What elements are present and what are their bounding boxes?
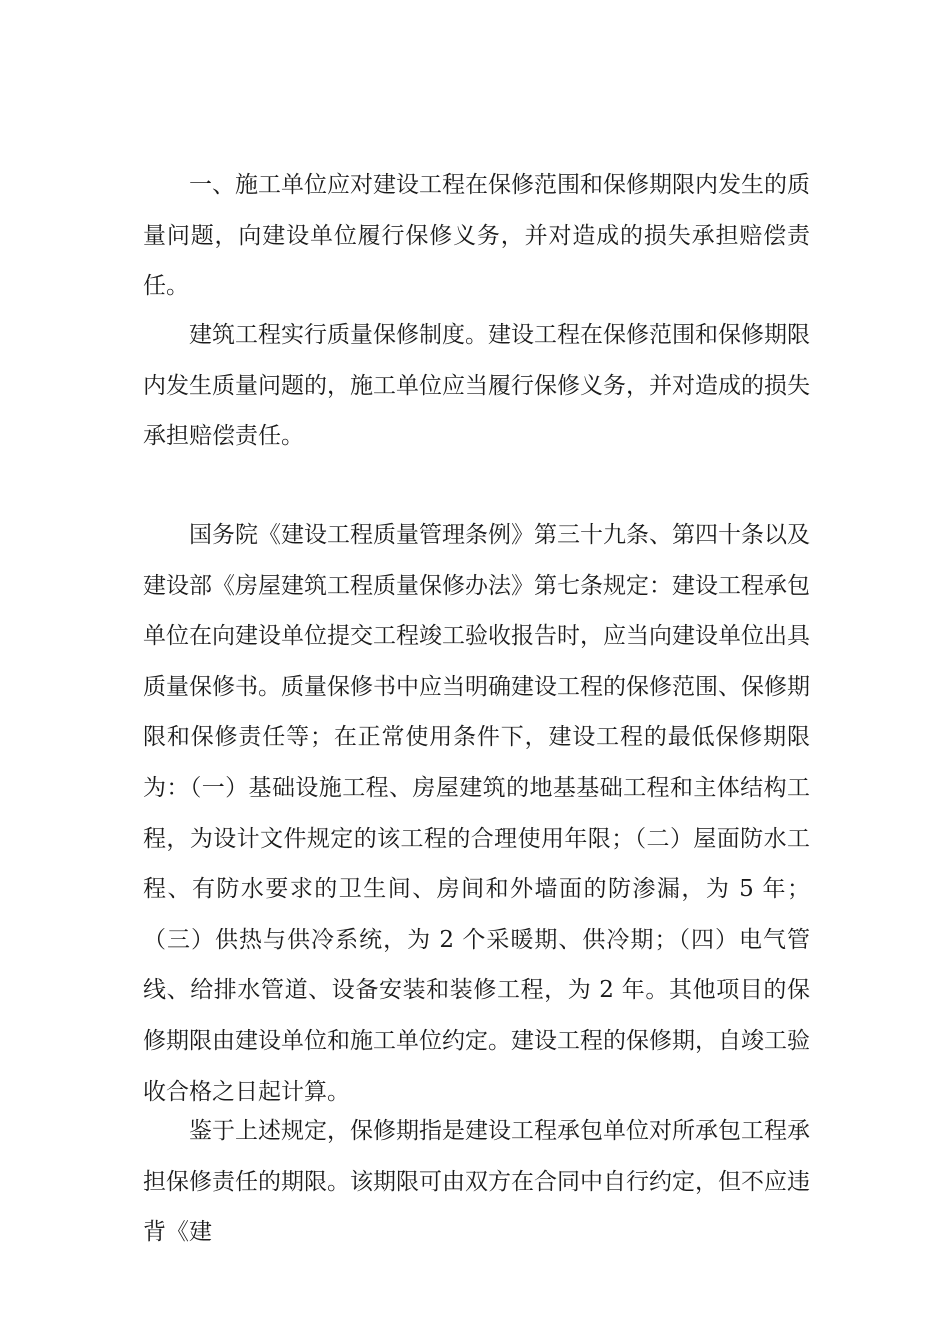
paragraph-warranty-period-definition: 鉴于上述规定，保修期指是建设工程承包单位对所承包工程承担保修责任的期限。该期限可由双方在合同中自行约定，但不应违背《建 [143, 1118, 810, 1246]
paragraph-minimum-warranty-periods: 国务院《建设工程质量管理条例》第三十九条、第四十条以及建设部《房屋建筑工程质量保修办法》第七条规定：建设工程承包单位在向建设单位提交工程竣工验收报告时，应当向建设单位出具质量保修书。质量保修书中应当明确建设工程的保修范围、保修期限和保修责任等；在正常使用条件下，建设工程的最低保修期限为：（一）基础设施工程、房屋建筑的地基基础工程和主体结构工程，为设计文件规定的该工程的合理使用年限；（二）屋面防水工程、有防水要求的卫生间、房间和外墙面的防渗漏，为 5 年；（三）供热与供冷系统，为 2 个采暖期、供冷期；（四）电气管线、给排水管道、设备安装和装修工程，为 2 年。其他项目的保修期限由建设单位和施工单位约定。建设工程的保修期，自竣工验收合格之日起计算。 [143, 522, 810, 1105]
paragraph-contractor-warranty-duty: 一、施工单位应对建设工程在保修范围和保修期限内发生的质量问题，向建设单位履行保修义务，并对造成的损失承担赔偿责任。 [143, 172, 810, 300]
paragraph-quality-warranty-system: 建筑工程实行质量保修制度。建设工程在保修范围和保修期限内发生质量问题的，施工单位应当履行保修义务，并对造成的损失承担赔偿责任。 [143, 322, 810, 450]
